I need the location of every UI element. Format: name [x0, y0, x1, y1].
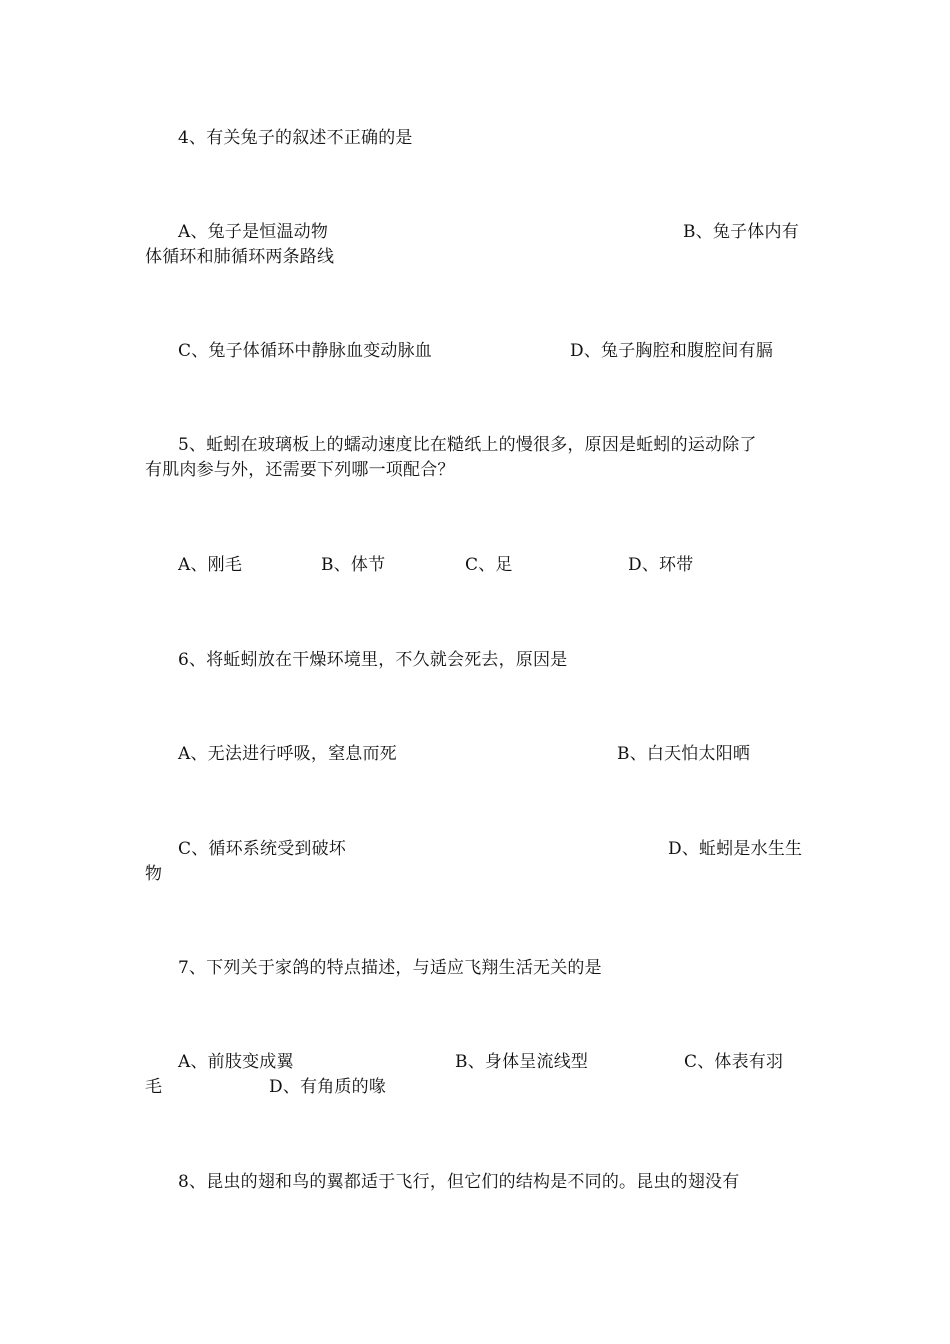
- question-4-option-b-continued: 体循环和肺循环两条路线: [145, 247, 335, 267]
- question-4-stem: 4、有关兔子的叙述不正确的是: [178, 128, 413, 148]
- question-5-stem-continued: 有肌肉参与外，还需要下列哪一项配合？: [145, 460, 455, 480]
- question-7-option-d: D、有角质的喙: [269, 1077, 387, 1097]
- question-6-option-d: D、蚯蚓是水生生: [668, 839, 803, 859]
- question-5-option-c: C、足: [465, 555, 513, 575]
- question-6-option-c: C、循环系统受到破坏: [178, 839, 347, 859]
- question-7-option-c: C、体表有羽: [684, 1052, 784, 1072]
- question-4-option-b: B、兔子体内有: [683, 222, 799, 242]
- question-6-option-d-continued: 物: [145, 864, 163, 884]
- question-4-option-d: D、兔子胸腔和腹腔间有膈: [570, 341, 774, 361]
- question-5-option-b: B、体节: [321, 555, 386, 575]
- question-5-option-a: A、刚毛: [178, 555, 243, 575]
- question-7-option-b: B、身体呈流线型: [455, 1052, 589, 1072]
- question-7-stem: 7、下列关于家鸽的特点描述，与适应飞翔生活无关的是: [178, 958, 602, 978]
- question-5-option-d: D、环带: [628, 555, 694, 575]
- question-6-option-a: A、无法进行呼吸，窒息而死: [178, 744, 397, 764]
- question-8-stem: 8、昆虫的翅和鸟的翼都适于飞行，但它们的结构是不同的。昆虫的翅没有: [178, 1172, 740, 1192]
- question-6-stem: 6、将蚯蚓放在干燥环境里，不久就会死去，原因是: [178, 650, 568, 670]
- question-6-option-b: B、白天怕太阳晒: [617, 744, 751, 764]
- question-4-option-c: C、兔子体循环中静脉血变动脉血: [178, 341, 433, 361]
- question-5-stem: 5、蚯蚓在玻璃板上的蠕动速度比在糙纸上的慢很多，原因是蚯蚓的运动除了: [178, 435, 757, 455]
- question-7-option-a: A、前肢变成翼: [178, 1052, 294, 1072]
- question-4-option-a: A、兔子是恒温动物: [178, 222, 329, 242]
- question-7-option-c-continued: 毛: [145, 1077, 163, 1097]
